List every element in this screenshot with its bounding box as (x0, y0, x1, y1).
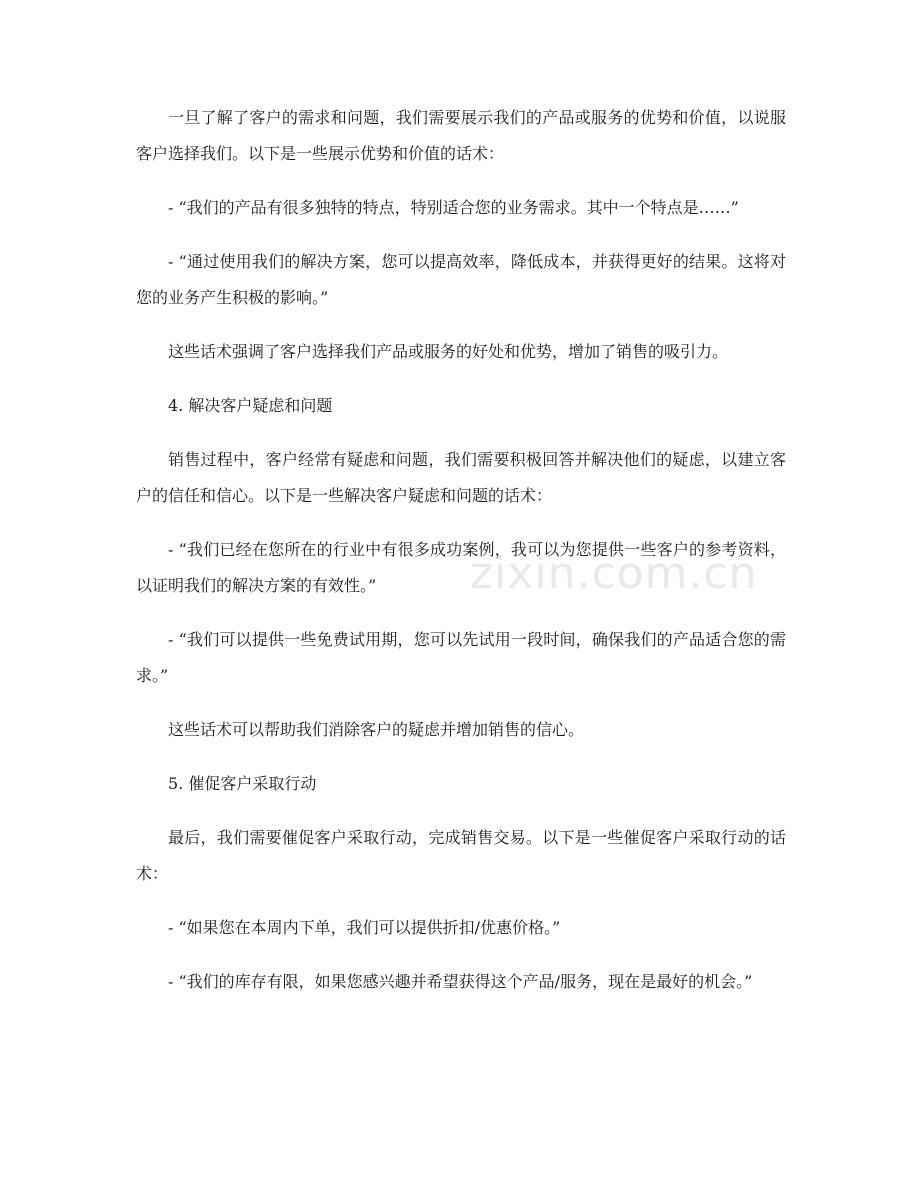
watermark-logo: zixin.com.cn (470, 548, 758, 599)
quote-free-trial: - “我们可以提供一些免费试用期，您可以先试用一段时间，确保我们的产品适合您的需求。” (136, 630, 786, 685)
paragraph-doubts-intro: 销售过程中，客户经常有疑虑和问题，我们需要积极回答并解决他们的疑虑，以建立客户的信任和信心。以下是一些解决客户疑虑和问题的话术： (136, 450, 786, 505)
section-heading-5: 5. 催促客户采取行动 (168, 774, 317, 793)
quote-limited-stock: - “我们的库存有限，如果您感兴趣并希望获得这个产品/服务，现在是最好的机会。” (168, 972, 753, 991)
paragraph-intro: 一旦了解了客户的需求和问题，我们需要展示我们的产品或服务的优势和价值，以说服客户选择我们。以下是一些展示优势和价值的话术： (136, 108, 786, 163)
section-heading-4: 4. 解决客户疑虑和问题 (168, 396, 333, 415)
paragraph-action-intro: 最后，我们需要催促客户采取行动，完成销售交易。以下是一些催促客户采取行动的话术： (136, 828, 786, 883)
quote-discount: - “如果您在本周内下单，我们可以提供折扣/优惠价格。” (168, 918, 561, 937)
quote-unique-features: - “我们的产品有很多独特的特点，特别适合您的业务需求。其中一个特点是……” (168, 198, 739, 217)
paragraph-advantages-summary: 这些话术强调了客户选择我们产品或服务的好处和优势，增加了销售的吸引力。 (168, 342, 729, 361)
quote-success-cases: - “我们已经在您所在的行业中有很多成功案例，我可以为您提供一些客户的参考资料，以证明我们的解决方案的有效性。” (136, 540, 786, 595)
quote-efficiency: - “通过使用我们的解决方案，您可以提高效率，降低成本，并获得更好的结果。这将对您的业务产生积极的影响。” (136, 252, 786, 307)
document-body (136, 100, 786, 1018)
paragraph-doubts-summary: 这些话术可以帮助我们消除客户的疑虑并增加销售的信心。 (168, 720, 585, 739)
